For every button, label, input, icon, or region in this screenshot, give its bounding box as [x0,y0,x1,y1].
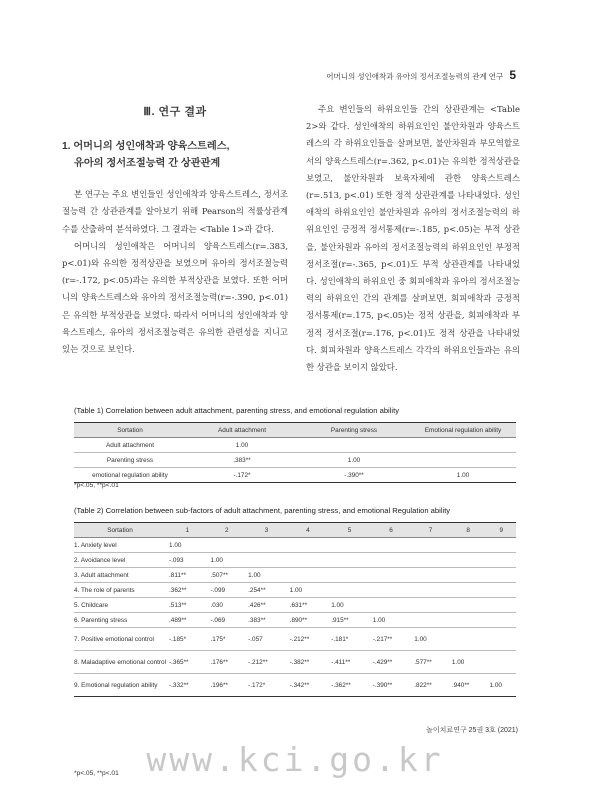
table2-cell [450,568,488,583]
table2-cell [371,553,413,568]
running-header [326,68,516,82]
table1-header: Parenting stress [298,423,410,438]
table2-cell [487,538,516,553]
running-title: 어머니의 성인애착과 유아의 정서조절능력의 관계 연구 [326,72,504,81]
table2-cell: .631** [288,598,330,613]
table2-cell: -.390** [371,674,413,697]
table2-cell [412,583,450,598]
table2-cell [288,553,330,568]
table2-cell: 1.00 [371,613,413,628]
table1-row [74,468,516,483]
table1-cell: 1.00 [410,468,516,483]
left-paragraph-1: 본 연구는 주요 변인들인 성인애착과 양육스트레스, 정서조절능력 간 상관관계를 알아보기 위해 Pearson의 적률상관계수를 산출하여 분석하였다. 그 결과는 <Table 1>과 같다. [62,189,288,234]
table2-cell: .507** [209,568,247,583]
table1-row [74,438,516,453]
table2-row [74,553,516,568]
table2-cell: 1.00 [412,628,450,651]
table1-caption: (Table 1) Correlation between adult attachment, parenting stress, and emotional regulation ability [74,406,400,415]
left-column [62,100,288,358]
table2-cell [412,613,450,628]
table2-cell [412,553,450,568]
table2-header: 2 [209,523,247,538]
table2-cell: .254** [246,583,288,598]
subsection-title [62,138,288,172]
table2-cell: .030 [209,598,247,613]
table2-header: 6 [371,523,413,538]
table2-header: 7 [412,523,450,538]
table2-cell [487,613,516,628]
table2-cell: .811** [167,568,209,583]
table2-row-label: 2. Avoidance level [74,553,167,568]
watermark: www.kci.go.kr [146,740,444,779]
table2-cell: 1.00 [167,538,209,553]
table2-cell: .940** [450,674,488,697]
section-title: Ⅲ. 연구 결과 [143,106,207,118]
table2-cell: .175* [209,628,247,651]
table2-row [74,628,516,651]
table2-cell: -.362** [329,674,371,697]
table1-row-label: emotional regulation ability [74,468,186,483]
table2-row-label: 1. Anxiety level [74,538,167,553]
table2-cell: -.365** [167,651,209,674]
table1-cell [410,453,516,468]
table2-cell: .489** [167,613,209,628]
table1-cell: -.172* [186,468,298,483]
table2-cell: -.212** [246,651,288,674]
table2-cell: -.093 [167,553,209,568]
table2-cell: -.382** [288,651,330,674]
table2-cell: -.342** [288,674,330,697]
table2-note: *p<.05, **p<.01 [74,770,119,777]
table2-row-label: 6. Parenting stress [74,613,167,628]
table2-row-label: 4. The role of parents [74,583,167,598]
table1-row-label: Adult attachment [74,438,186,453]
table2-cell: -.172* [246,674,288,697]
table1-header: Emotional regulation ability [410,423,516,438]
table2-cell: 1.00 [288,583,330,598]
table2-cell [329,568,371,583]
table2-row [74,613,516,628]
right-column [306,101,520,376]
table2-cell: .890** [288,613,330,628]
table2-cell [246,538,288,553]
table2-row [74,583,516,598]
table2-cell: -.217** [371,628,413,651]
table2-cell: .176** [209,651,247,674]
table2-cell [450,538,488,553]
table2-row [74,651,516,674]
table2-cell: -.099 [209,583,247,598]
table2-cell [288,568,330,583]
table2-row-label: 9. Emotional regulation ability [74,674,167,697]
table2-cell: .513** [167,598,209,613]
table1-cell [410,438,516,453]
table1-cell: 1.00 [298,453,410,468]
table2-cell [450,628,488,651]
table2-cell: -.429** [371,651,413,674]
table2-header: 5 [329,523,371,538]
table1-cell: 1.00 [186,438,298,453]
table1-row-label: Parenting stress [74,453,186,468]
table2-cell [450,553,488,568]
table2 [74,522,516,697]
table2-cell: 1.00 [209,553,247,568]
table2-cell [487,568,516,583]
table2-cell: 1.00 [329,598,371,613]
table2-cell [371,583,413,598]
table2-cell: .426** [246,598,288,613]
table2-cell [450,583,488,598]
table2-cell: -.057 [246,628,288,651]
table2-cell: 1.00 [450,651,488,674]
table2-cell [450,613,488,628]
table2-cell [412,598,450,613]
table2-row [74,538,516,553]
table2-cell: -.411** [329,651,371,674]
table2-cell: .362** [167,583,209,598]
table1-note: *p<.05, **p<.01 [74,482,119,489]
table2-row [74,568,516,583]
table2-cell [450,598,488,613]
table1-row [74,453,516,468]
table2-cell [487,598,516,613]
table2-cell [329,538,371,553]
table2-cell: -.185* [167,628,209,651]
table2-cell: 1.00 [487,674,516,697]
table2-cell [246,553,288,568]
table2-cell [412,538,450,553]
table2-caption: (Table 2) Correlation between sub-factors of adult attachment, parenting stress, and emotional Regulation ability [74,506,451,515]
table2-row-label: 8. Maladaptive emotional control [74,651,167,674]
table2-cell [487,628,516,651]
table2-header: 8 [450,523,488,538]
table1-cell: .383** [186,453,298,468]
table2-cell: -.332** [167,674,209,697]
table2-cell [329,553,371,568]
table2-cell [371,598,413,613]
right-paragraph-1: 주요 변인들의 하위요인들 간의 상관관계는 <Table 2>와 같다. 성인애착의 하위요인인 불안차원과 양육스트레스의 각 하위요인들을 살펴보면, 불안차원과 부모역할로서의 양육스트레스(r=.362, p<.01)는 유의한 정적상관을 보였고, 불안차원과 보육자체에 관한 양육스트레스(r=.513, p<.01) 또한 정적 상관관계를 나타내었다. 성인애착의 하위요인인 불안차원과 유아의 정서조절능력의 하위요인인 긍정적 정서통제(r=-.185, p<.05)는 부적 상관을, 불안차원과 유아의 정서조절능력의 하위요인인 부정적 정서조절(r=-.365, p<.01)도 부적 상관관계를 나타내었다. 성인애착의 하위요인 중 회피애착과 유아의 정서조절능력의 하위요인 간의 관계를 살펴보면, 회피애착과 긍정적 정서통제(r=.175, p<.05)는 정적 상관을, 회피애착과 부정적 정서조절(r=.176, p<.01)도 정적 상관을 나타내었다. 회피차원과 양육스트레스 각각의 하위요인들과는 유의한 상관을 보이지 않았다. [306,104,520,373]
table2-cell: -.069 [209,613,247,628]
table2-cell: 1.00 [246,568,288,583]
left-paragraph-2: 어머니의 성인애착은 어머니의 양육스트레스(r=.383, p<.01)와 유의한 정적상관을 보였으며 유아의 정서조절능력(r=-.172, p<.05)과는 유의한 부적상관을 보였다. 또한 어머니의 양육스트레스와 유아의 정서조절능력(r=-.390, p<.01)은 유의한 부적상관을 보였다. 따라서 어머니의 성인애착과 양육스트레스, 유아의 정서조절능력은 유의한 관련성을 지니고 있는 것으로 보인다. [62,240,288,355]
table2-header: 4 [288,523,330,538]
table2-cell [371,538,413,553]
table2-cell [209,538,247,553]
table1-cell: -.390** [298,468,410,483]
table2-cell [487,553,516,568]
table2-cell [288,538,330,553]
table2-row-label: 3. Adult attachment [74,568,167,583]
table1-header-row [74,423,516,438]
table2-cell [487,583,516,598]
table2-row [74,674,516,697]
table2-cell: .577** [412,651,450,674]
table1-cell [298,438,410,453]
table2-header: 9 [487,523,516,538]
table2-header: 1 [167,523,209,538]
table2-header-row [74,523,516,538]
table2-cell: .822** [412,674,450,697]
table2-row-label: 5. Childcare [74,598,167,613]
table2-cell [329,583,371,598]
table2-cell: -.212** [288,628,330,651]
table2-row [74,598,516,613]
table1-header: Sortation [74,423,186,438]
journal-footer: 놀이치료연구 25권 3호 (2021) [426,727,518,734]
table2-cell: .196** [209,674,247,697]
table2-cell: .915** [329,613,371,628]
table2-cell [487,651,516,674]
table2-header: 3 [246,523,288,538]
table2-cell [371,568,413,583]
table2-row-label: 7. Positive emotional control [74,628,167,651]
subsection-title-line2: 유아의 정서조절능력 간 상관관계 [74,158,221,170]
table2-cell: .383** [246,613,288,628]
table2-header: Sortation [74,523,167,538]
table1-header: Adult attachment [186,423,298,438]
subsection-title-line1: 1. 어머니의 성인애착과 양육스트레스, [62,141,230,153]
table2-cell: -.181* [329,628,371,651]
page-number: 5 [509,68,516,82]
table1 [74,422,516,483]
table2-cell [412,568,450,583]
